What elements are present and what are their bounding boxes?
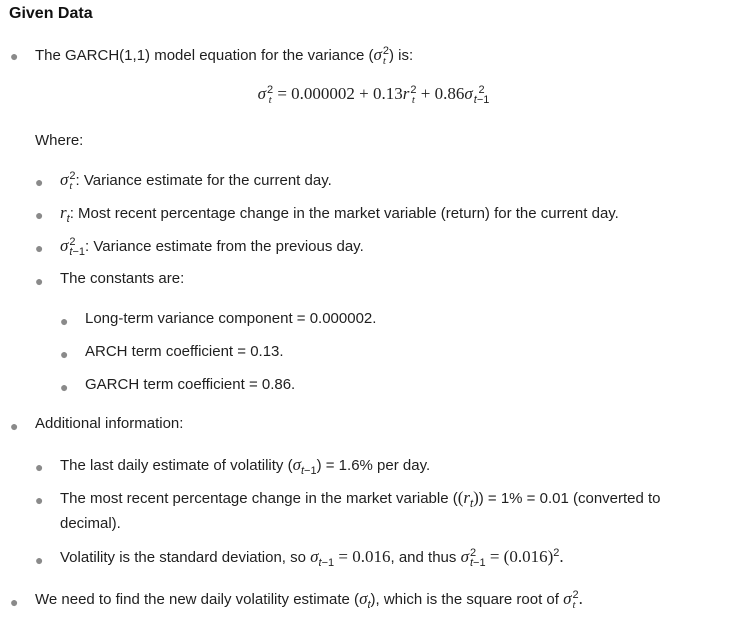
info-return: The most recent percentage change in the market variable $((r_t)) = 1\% = 0.01$ (converted to xyxy=(60,488,661,510)
bullet-icon: ● xyxy=(35,492,44,508)
info-volatility: The last daily estimate of volatility $(\sigma_{t-1}) = 1.6\%$ per day. xyxy=(60,455,431,477)
bullet-icon: ● xyxy=(35,207,44,223)
info-stddev: Volatility is the standard deviation, so $\sigma_{t-1} = 0.016$, and thus σ 2 t−1 = $(0.016)^2$. xyxy=(60,547,564,570)
constant-item: Long-term variance component = 0.000002. xyxy=(85,310,377,327)
intro-line: The GARCH(1,1) model equation for the variance (σ 2 t ) is: xyxy=(35,45,414,68)
bullet-icon: ● xyxy=(60,313,69,329)
where-label: Where: xyxy=(35,132,84,149)
def-constants: The constants are: xyxy=(60,270,185,287)
def-r-t: $r_t$: Most recent percentage change in the market variable (return) for the current day. xyxy=(60,203,619,225)
bullet-icon: ● xyxy=(10,418,19,434)
additional-label: Additional information: xyxy=(35,415,184,432)
def-sigma-t: σ 2 t : Variance estimate for the current day. xyxy=(60,170,332,193)
bullet-icon: ● xyxy=(10,594,19,610)
garch-equation: σ 2 t = 0.000002 + 0.13r 2 t + 0.86σ 2 t−1 xyxy=(257,84,490,107)
def-sigma-prev: σ 2 t−1 : Variance estimate from the previous day. xyxy=(60,236,364,259)
section-title: Given Data xyxy=(9,5,93,22)
bullet-icon: ● xyxy=(35,552,44,568)
bullet-icon: ● xyxy=(10,48,19,64)
bullet-icon: ● xyxy=(35,459,44,475)
constant-item: ARCH term coefficient = 0.13. xyxy=(85,343,284,360)
bullet-icon: ● xyxy=(35,240,44,256)
constant-item: GARCH term coefficient = 0.86. xyxy=(85,376,296,393)
bullet-icon: ● xyxy=(60,346,69,362)
bullet-icon: ● xyxy=(35,273,44,289)
bullet-icon: ● xyxy=(60,379,69,395)
bullet-icon: ● xyxy=(35,174,44,190)
final-line: We need to find the new daily volatility estimate $(\sigma_t)$, which is the square root of σ 2 t . xyxy=(35,589,583,612)
info-return-line2: decimal). xyxy=(60,515,121,532)
